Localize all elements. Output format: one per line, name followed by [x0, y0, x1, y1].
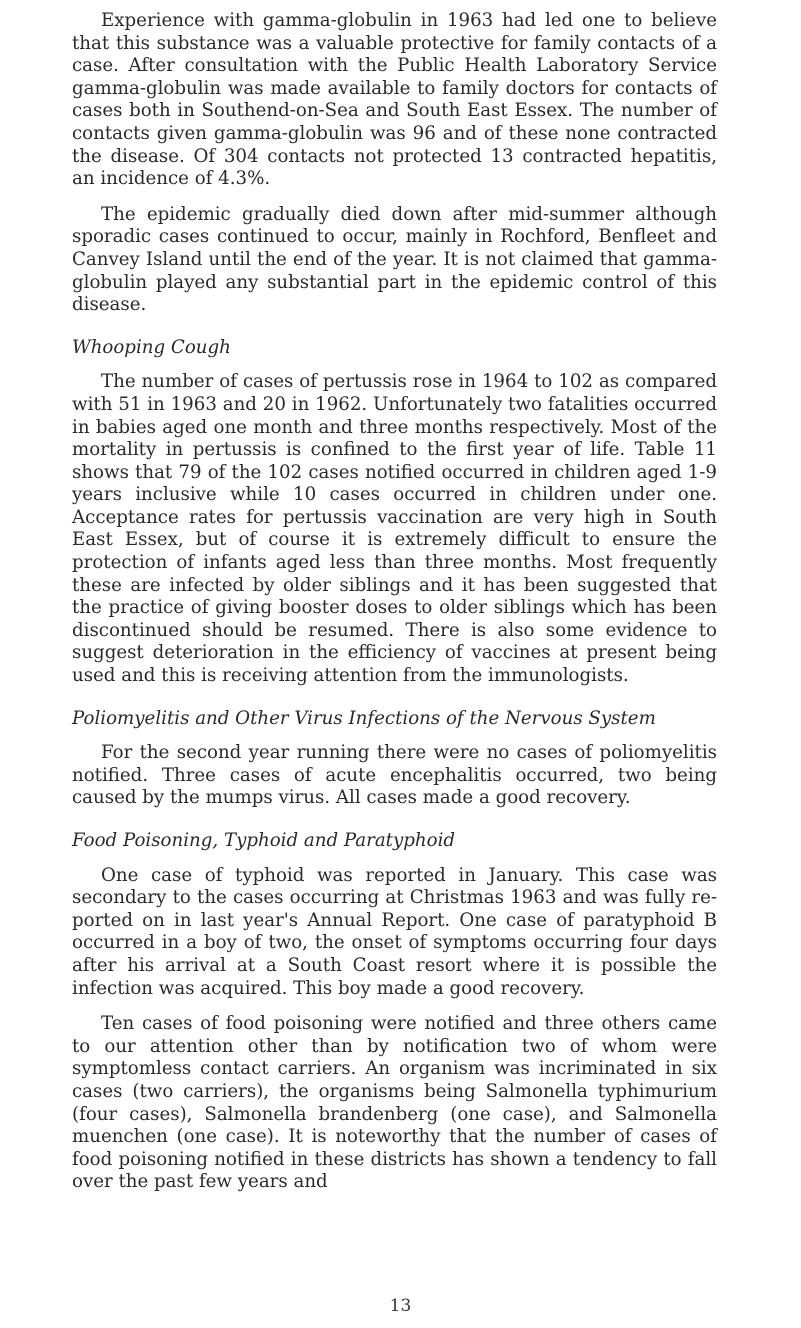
paragraph-gamma-globulin: Experience with gamma-globulin in 1963 had led one to believe that this substance was a valuable protective for family contacts of a case. After consultation with the Public Health Laboratory Service gamma-globulin was made available to family doctors for contacts of cases both in Southend-on-Sea and South East Essex. The number of contacts given gamma-globulin was 96 and of these none contracted the disease. Of 304 contacts not protected 13 contracted hepatitis, an incidence of 4.3%. [72, 10, 717, 190]
heading-food-poisoning: Food Poisoning, Typhoid and Paratyphoid [72, 830, 456, 851]
paragraph-typhoid: One case of typhoid was reported in January. This case was secondary to the cases occurring at Christmas 1963 and was fully re-ported on in last year's Annual Report. One case of paratyphoid B occurred in a boy of two, the onset of symptoms occurring four days after his arrival at a South Coast resort where it is possible the infection was acquired. This boy made a good recovery. [72, 864, 717, 999]
page-number: 13 [389, 1296, 412, 1316]
paragraph-poliomyelitis: For the second year running there were no cases of poliomyelitis notified. Three cases of acute encephalitis occurred, two being caused by the mumps virus. All cases made a good recovery. [72, 742, 717, 809]
paragraph-food-poisoning: Ten cases of food poisoning were notified and three others came to our attention other than by notification two of whom were symptomless contact carriers. An organism was incriminated in six cases (two carriers), the organisms being Salmonella typhimurium (four cases), Salmonella brandenberg (one case), and Salmonella muenchen (one case). It is noteworthy that the number of cases of food poisoning notified in these districts has shown a tendency to fall over the past few years and [72, 1013, 717, 1193]
heading-whooping-cough: Whooping Cough [72, 336, 231, 358]
document-page [72, 10, 717, 1207]
heading-poliomyelitis: Poliomyelitis and Other Virus Infections of the Nervous System [72, 707, 656, 729]
paragraph-pertussis: The number of cases of pertussis rose in 1964 to 102 as compared with 51 in 1963 and 20 in 1962. Unfortunately two fatalities occurred in babies aged one month and three months respectively. Most of the mortality in pertussis is confined to the first year of life. Table 11 shows that 79 of the 102 cases notified occurred in children aged 1-9 years inclusive while 10 cases occurred in children under one. Acceptance rates for pertussis vaccination are very high in South East Essex, but of course it is extremely difficult to ensure the protection of infants aged less than three months. Most frequently these are infected by older siblings and it has been suggested that the practice of giving booster doses to older siblings which has been discontinued should be resumed. There is also some evidence to suggest deterioration in the efficiency of vaccines at present being used and this is receiving attention from the immunologists. [72, 371, 717, 687]
paragraph-epidemic-decline: The epidemic gradually died down after mid-summer although sporadic cases continued to occur, mainly in Rochford, Benfleet and Canvey Island until the end of the year. It is not claimed that gamma-globulin played any substantial part in the epidemic control of this disease. [72, 203, 717, 316]
